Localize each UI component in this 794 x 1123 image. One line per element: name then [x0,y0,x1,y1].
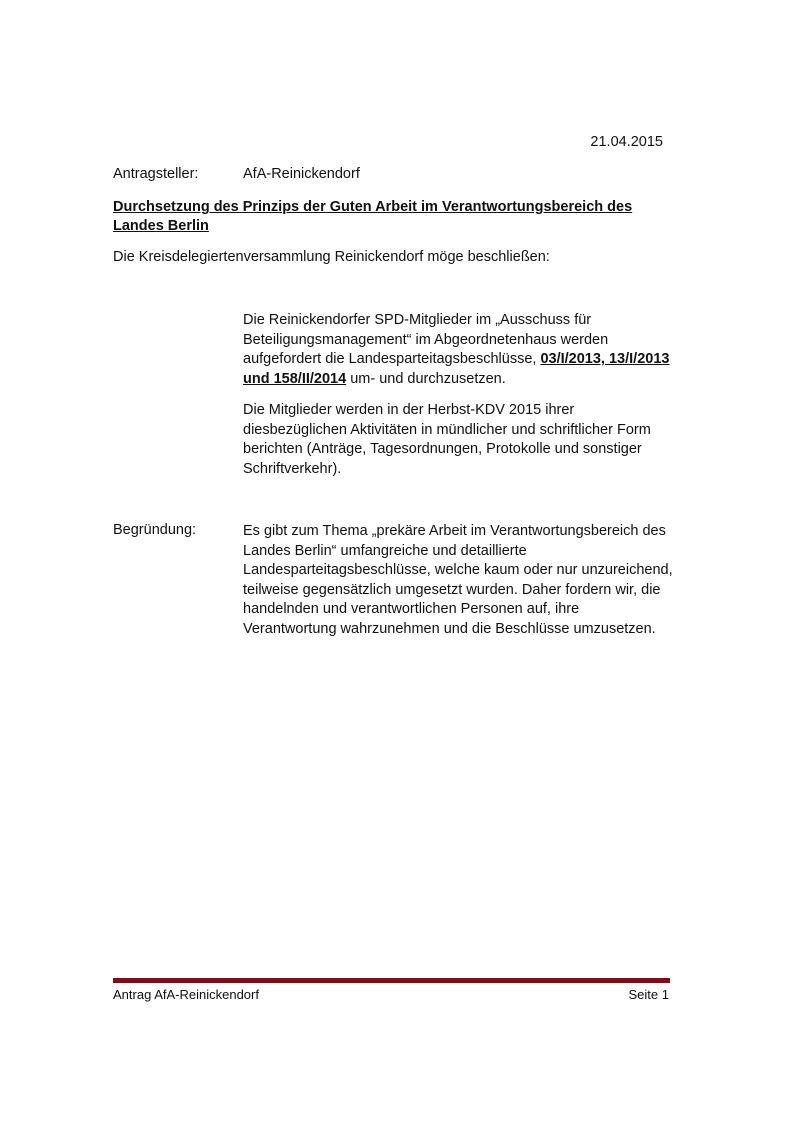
applicant-value: AfA-Reinickendorf [243,166,360,182]
reasoning-label: Begründung: [113,522,197,538]
motion-paragraph-1-start: Die Reinickendorfer SPD-Mitglieder im „Ausschuss für Beteiligungsmanagement“ im Abgeordnetenhaus werden aufgefordert die Landesparteitagsbeschlüsse, [243,312,609,367]
motion-intro: Die Kreisdelegiertenversammlung Reinickendorf möge beschließen: [113,249,550,265]
motion-title: Durchsetzung des Prinzips der Guten Arbeit im Verantwortungsbereich des Landes Berlin [113,199,633,234]
footer-left-text: Antrag AfA-Reinickendorf [113,987,259,1002]
motion-paragraph-2: Die Mitglieder werden in der Herbst-KDV 2015 ihrer diesbezüglichen Aktivitäten in mündlicher und schriftlicher Form berichten (Anträge, Tagesordnungen, Protokolle und sonstiger Schriftverkehr). [243,402,651,477]
motion-paragraph-1 [243,311,673,389]
document-date: 21.04.2015 [590,134,663,150]
footer-rule [113,978,670,983]
reasoning-text: Es gibt zum Thema „prekäre Arbeit im Verantwortungsbereich des Landes Berlin“ umfangreiche und detaillierte Landesparteitagsbeschlüsse, welche kaum oder nur unzureichend, teilweise gegensätzlich umgesetzt wurden. Daher fordern wir, die handelnden und verantwortlichen Personen auf, ihre Verantwortung wahrzunehmen und die Beschlüsse umzusetzen. [243,523,673,637]
page-number: Seite 1 [628,987,669,1002]
motion-paragraph-1-end: um- und durchzusetzen. [346,370,506,387]
resolution-numbers: 03/I/2013, 13/I/2013 und 158/II/2014 [243,351,670,387]
applicant-label: Antragsteller: [113,166,199,182]
